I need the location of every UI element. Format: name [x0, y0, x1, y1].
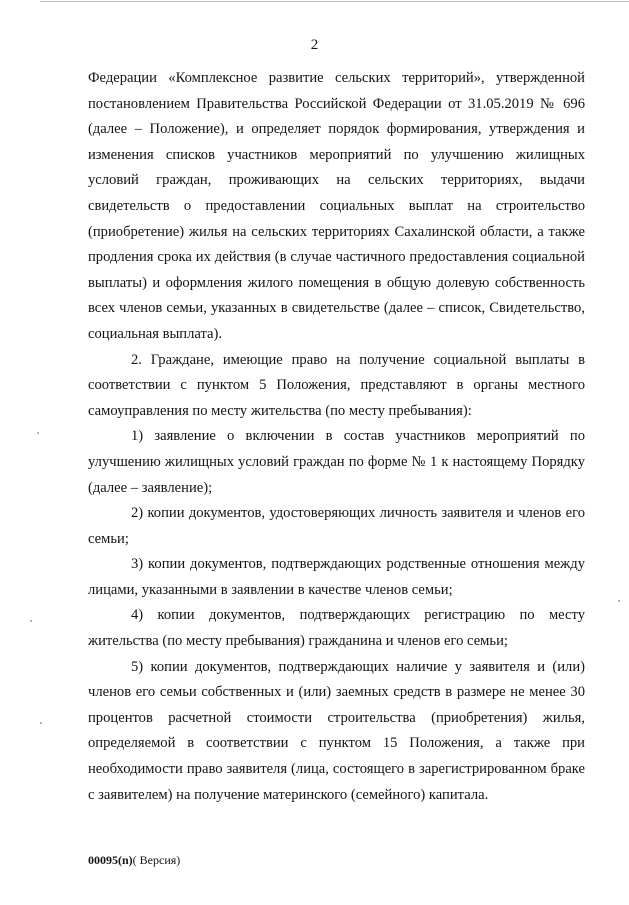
scan-top-edge — [40, 1, 629, 2]
document-footer — [88, 853, 180, 867]
scan-speck — [30, 620, 32, 622]
scan-speck — [37, 432, 39, 434]
list-item-1: 1) заявление о включении в состав участников мероприятий по улучшению жилищных условий граждан по форме № 1 к настоящему Порядку (далее – заявление); — [88, 428, 585, 496]
list-item-5: 5) копии документов, подтверждающих наличие у заявителя и (или) членов его семьи собственных и (или) заемных средств в размере не менее 30 процентов расчетной стоимости строительства (приобретения) жилья, определяемой в соответствии с пунктом 15 Положения, а также при необходимости право заявителя (лица, состоящего в зарегистрированном браке с заявителем) на получение материнского (семейного) капитала. — [88, 658, 585, 803]
scan-speck — [618, 600, 620, 602]
page-number: 2 — [310, 37, 319, 53]
list-item-2: 2) копии документов, удостоверяющих личность заявителя и членов его семьи; — [88, 505, 585, 547]
list-item-3: 3) копии документов, подтверждающих родственные отношения между лицами, указанными в заявлении в качестве членов семьи; — [88, 556, 585, 598]
paragraph-1: Федерации «Комплексное развитие сельских территорий», утвержденной постановлением Правительства Российской Федерации от 31.05.2019 № 696 (далее – Положение), и определяет порядок формирования, утверждения и изменения списков участников мероприятий по улучшению жилищных условий граждан, проживающих на сельских территориях, выдачи свидетельств о предоставлении социальных выплат на строительство (приобретение) жилья на сельских территориях Сахалинской области, а также продления срока их действия (в случае частичного предоставления социальной выплаты) и оформления жилого помещения в общую долевую собственность всех членов семьи, указанных в свидетельстве (далее – список, Свидетельство, социальная выплата). — [88, 70, 585, 342]
paragraph-2: 2. Граждане, имеющие право на получение социальной выплаты в соответствии с пунктом 5 Положения, представляют в органы местного самоуправления по месту жительства (по месту пребывания): — [88, 351, 585, 419]
list-item-4: 4) копии документов, подтверждающих регистрацию по месту жительства (по месту пребывания) гражданина и членов его семьи; — [88, 607, 585, 650]
scan-speck — [40, 722, 42, 724]
document-code: 00095(n) — [88, 853, 133, 867]
document-body — [88, 66, 585, 808]
version-label: ( Версия) — [132, 853, 181, 867]
